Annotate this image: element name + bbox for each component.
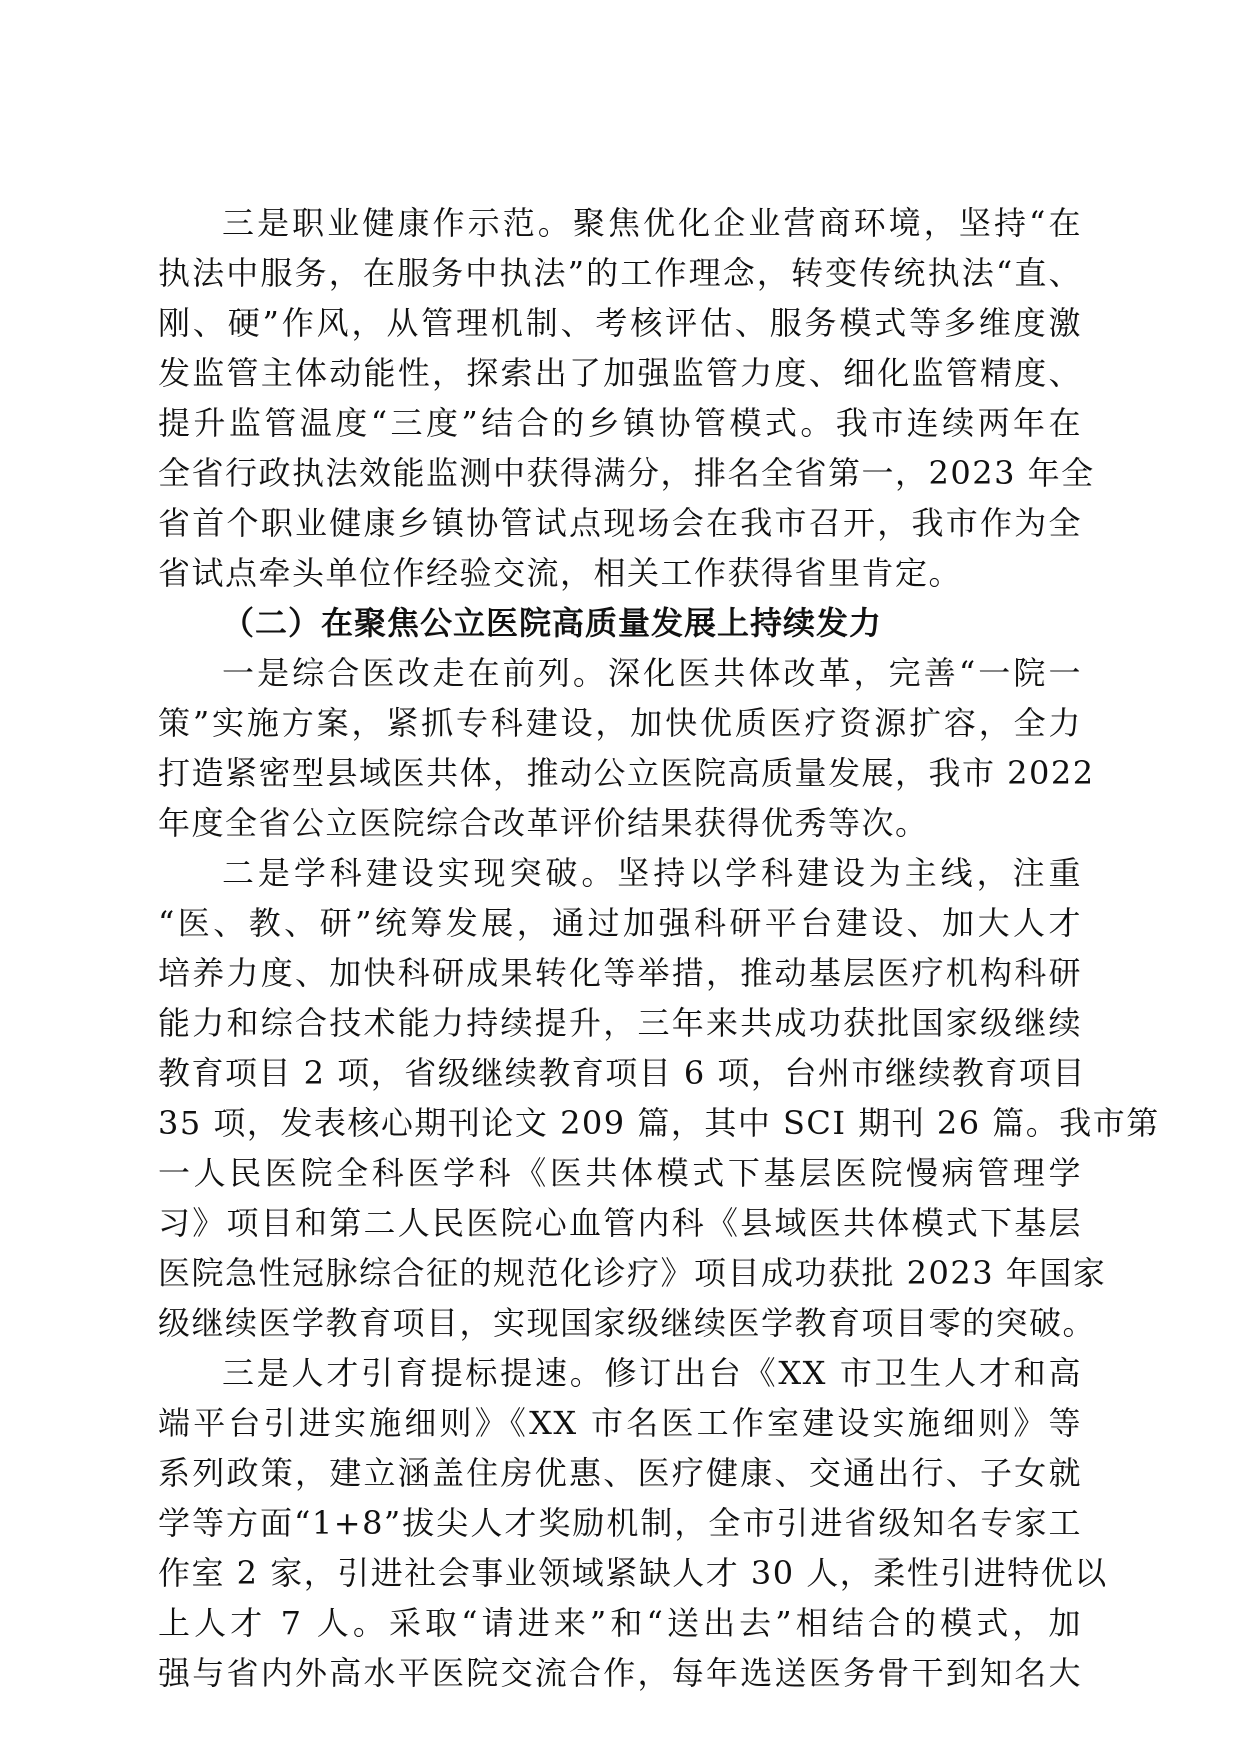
text-line: 省首个职业健康乡镇协管试点现场会在我市召开，我市作为全	[158, 504, 1082, 542]
text-line: 上人才 7 人。采取“请进来”和“送出去”相结合的模式，加	[158, 1604, 1082, 1642]
text-line: “医、教、研”统筹发展，通过加强科研平台建设、加大人才	[158, 904, 1082, 942]
text-line: 三是人才引育提标提速。修订出台《XX 市卫生人才和高	[222, 1354, 1082, 1392]
text-line: 一是综合医改走在前列。深化医共体改革，完善“一院一	[222, 654, 1082, 692]
text-line: 三是职业健康作示范。聚焦优化企业营商环境，坚持“在	[222, 204, 1082, 242]
text-line: 发监管主体动能性，探索出了加强监管力度、细化监管精度、	[158, 354, 1082, 392]
text-line: 全省行政执法效能监测中获得满分，排名全省第一，2023 年全	[158, 454, 1095, 492]
section-heading: （二）在聚焦公立医院高质量发展上持续发力	[222, 604, 883, 642]
text-line: 强与省内外高水平医院交流合作，每年选送医务骨干到知名大	[158, 1654, 1082, 1692]
text-line: 端平台引进实施细则》《XX 市名医工作室建设实施细则》等	[158, 1404, 1082, 1442]
text-line: 级继续医学教育项目，实现国家级继续医学教育项目零的突破。	[158, 1304, 1097, 1342]
text-line: 一人民医院全科医学科《医共体模式下基层医院慢病管理学	[158, 1154, 1082, 1192]
text-line: 省试点牵头单位作经验交流，相关工作获得省里肯定。	[158, 554, 963, 592]
document-body	[158, 198, 1160, 1698]
text-line: 教育项目 2 项，省级继续教育项目 6 项，台州市继续教育项目	[158, 1054, 1086, 1092]
text-line: 培养力度、加快科研成果转化等举措，推动基层医疗机构科研	[158, 954, 1082, 992]
text-line: 刚、硬”作风，从管理机制、考核评估、服务模式等多维度激	[158, 304, 1082, 342]
text-line: 学等方面“1+8”拔尖人才奖励机制，全市引进省级知名专家工	[158, 1504, 1082, 1542]
text-line: 作室 2 家，引进社会事业领域紧缺人才 30 人，柔性引进特优以	[158, 1554, 1108, 1592]
text-line: 执法中服务，在服务中执法”的工作理念，转变传统执法“直、	[158, 254, 1082, 292]
text-line: 医院急性冠脉综合征的规范化诊疗》项目成功获批 2023 年国家	[158, 1254, 1107, 1292]
text-line: 能力和综合技术能力持续提升，三年来共成功获批国家级继续	[158, 1004, 1082, 1042]
text-line: 习》项目和第二人民医院心血管内科《县域医共体模式下基层	[158, 1204, 1082, 1242]
paragraph-discipline-construction	[158, 848, 1160, 1348]
text-line: 系列政策，建立涵盖住房优惠、医疗健康、交通出行、子女就	[158, 1454, 1082, 1492]
paragraph-medical-reform	[158, 648, 1095, 848]
text-line: 年度全省公立医院综合改革评价结果获得优秀等次。	[158, 804, 929, 842]
text-line: 二是学科建设实现突破。坚持以学科建设为主线，注重	[222, 854, 1082, 892]
text-line: 策”实施方案，紧抓专科建设，加快优质医疗资源扩容，全力	[158, 704, 1082, 742]
paragraph-occupational-health	[158, 198, 1095, 598]
text-line: 提升监管温度“三度”结合的乡镇协管模式。我市连续两年在	[158, 404, 1082, 442]
text-line: 打造紧密型县域医共体，推动公立医院高质量发展，我市 2022	[158, 754, 1095, 792]
text-line: 35 项，发表核心期刊论文 209 篇，其中 SCI 期刊 26 篇。我市第	[158, 1104, 1160, 1142]
paragraph-talent-introduction	[158, 1348, 1108, 1698]
